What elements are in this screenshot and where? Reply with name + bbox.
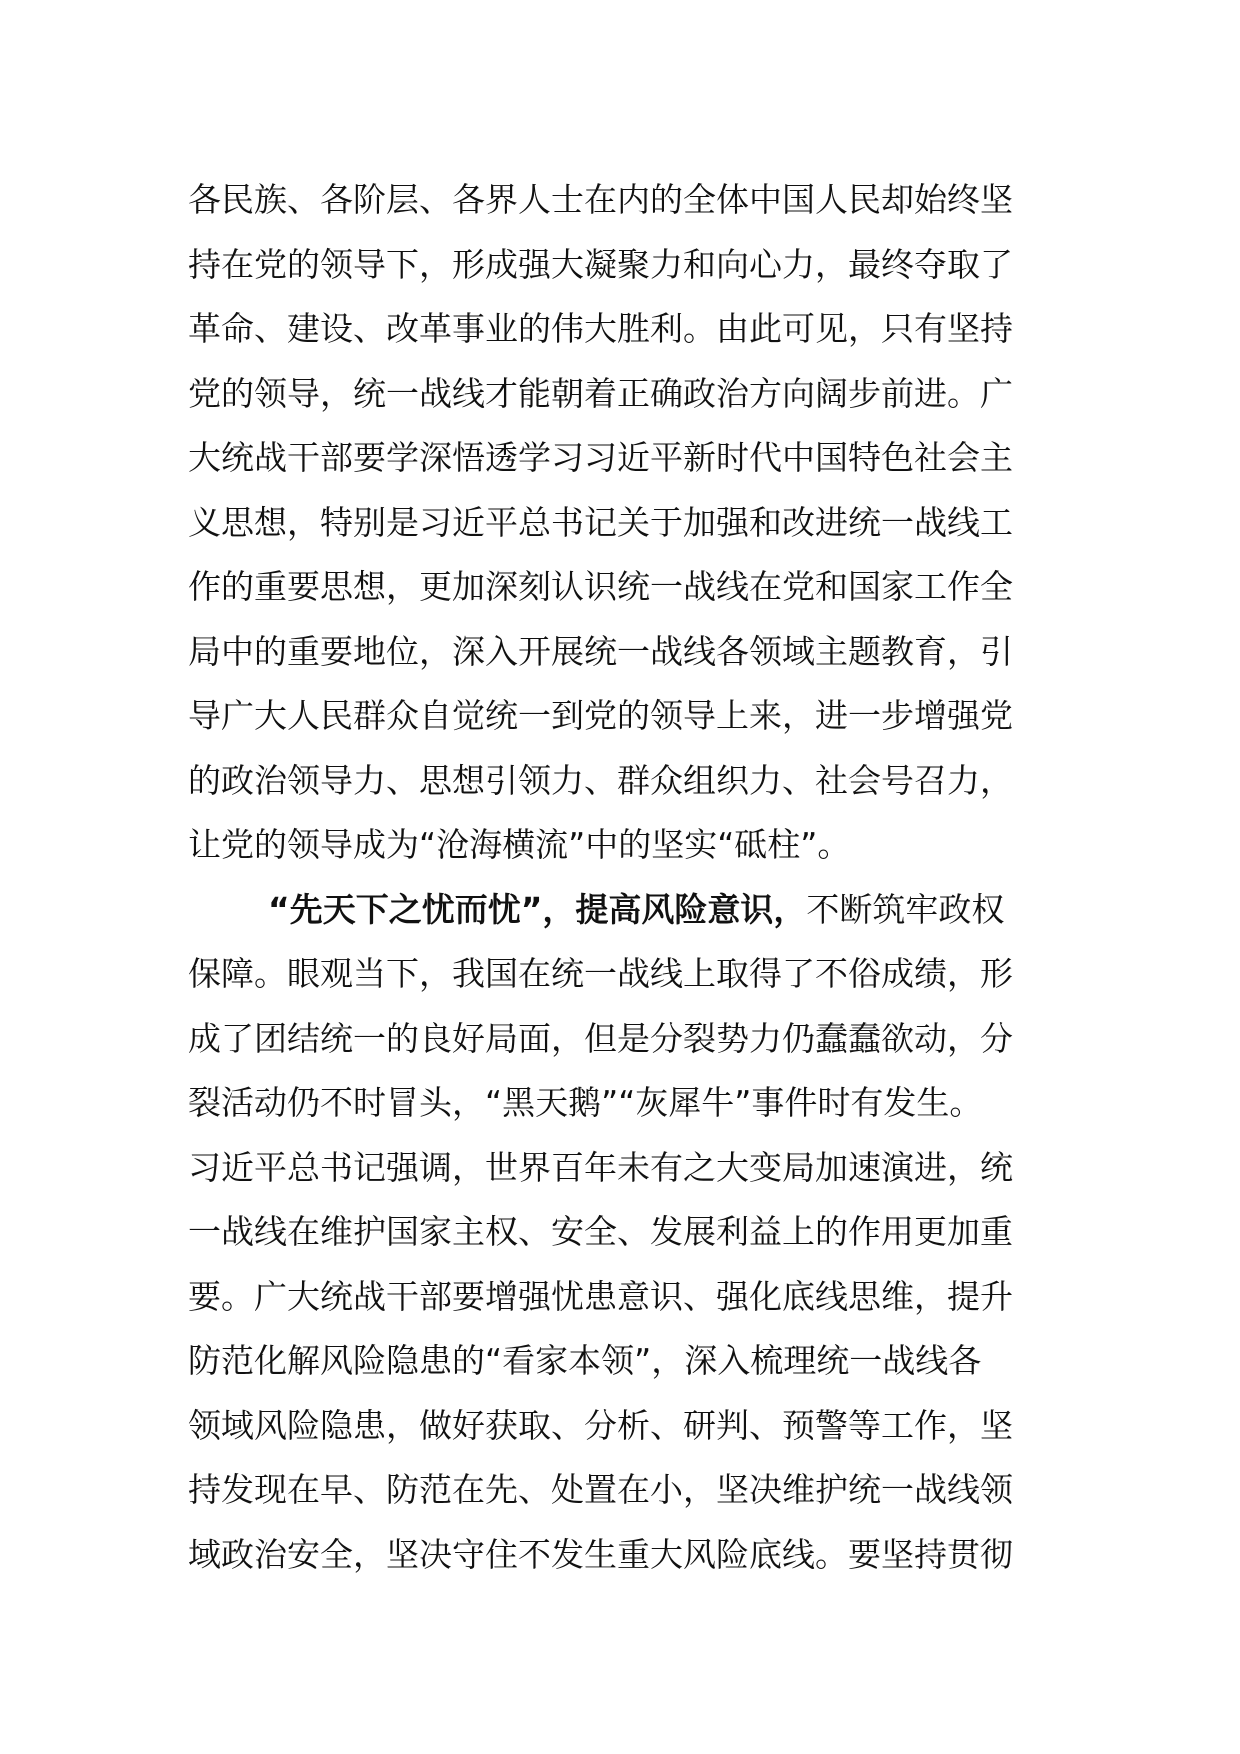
section-heading-theme: 提高风险意识: [575, 889, 774, 929]
paragraph-2: [188, 878, 1048, 1588]
text-line: 让党的领导成为“沧海横流”中的坚实“砥柱”。: [188, 825, 851, 864]
text-line: 持发现在早、防范在先、处置在小，坚决维护统一战线领: [188, 1470, 1013, 1509]
body-text: [188, 168, 1048, 1587]
text-line: 习近平总书记强调，世界百年未有之大变局加速演进，统: [188, 1147, 1013, 1187]
text-line: 一战线在维护国家主权、安全、发展利益上的作用更加重: [188, 1212, 1013, 1251]
text-line: 成了团结统一的良好局面，但是分裂势力仍蠢蠢欲动，分: [188, 1018, 1013, 1058]
text-line: 各民族、各阶层、各界人士在内的全体中国人民却始终坚: [188, 180, 1013, 219]
text-line: 的政治领导力、思想引领力、群众组织力、社会号召力，: [188, 760, 1013, 800]
paragraph-1: [188, 168, 1048, 878]
text-line: 防范化解风险隐患的“看家本领”，深入梳理统一战线各: [188, 1341, 982, 1380]
text-line: 域政治安全，坚决守住不发生重大风险底线。要坚持贯彻: [188, 1534, 1013, 1574]
text-line: 革命、建设、改革事业的伟大胜利。由此可见，只有坚持: [188, 309, 1013, 348]
paragraph-2-first-line: [188, 878, 1048, 943]
text-line: 大统战干部要学深悟透学习习近平新时代中国特色社会主: [188, 438, 1013, 477]
heading-separator: ，: [542, 889, 576, 929]
text-line: 持在党的领导下，形成强大凝聚力和向心力，最终夺取了: [188, 244, 1013, 284]
section-heading-quote: “先天下之忧而忧”: [268, 889, 543, 929]
first-line-rest: 不断筑牢政权: [806, 889, 1005, 929]
text-line: 党的领导，统一战线才能朝着正确政治方向阔步前进。广: [188, 373, 1013, 413]
text-line: 要。广大统战干部要增强忧患意识、强化底线思维，提升: [188, 1276, 1013, 1316]
text-line: 领域风险隐患，做好获取、分析、研判、预警等工作，坚: [188, 1405, 1013, 1445]
text-line: 作的重要思想，更加深刻认识统一战线在党和国家工作全: [188, 567, 1013, 606]
text-line: 裂活动仍不时冒头，“黑天鹅”“灰犀牛”事件时有发生。: [188, 1083, 983, 1122]
text-line: 义思想，特别是习近平总书记关于加强和改进统一战线工: [188, 502, 1013, 542]
text-line: 局中的重要地位，深入开展统一战线各领域主题教育，引: [188, 631, 1013, 671]
heading-separator: ，: [773, 889, 807, 929]
text-line: 保障。眼观当下，我国在统一战线上取得了不俗成绩，形: [188, 954, 1013, 993]
text-line: 导广大人民群众自觉统一到党的领导上来，进一步增强党: [188, 696, 1013, 735]
